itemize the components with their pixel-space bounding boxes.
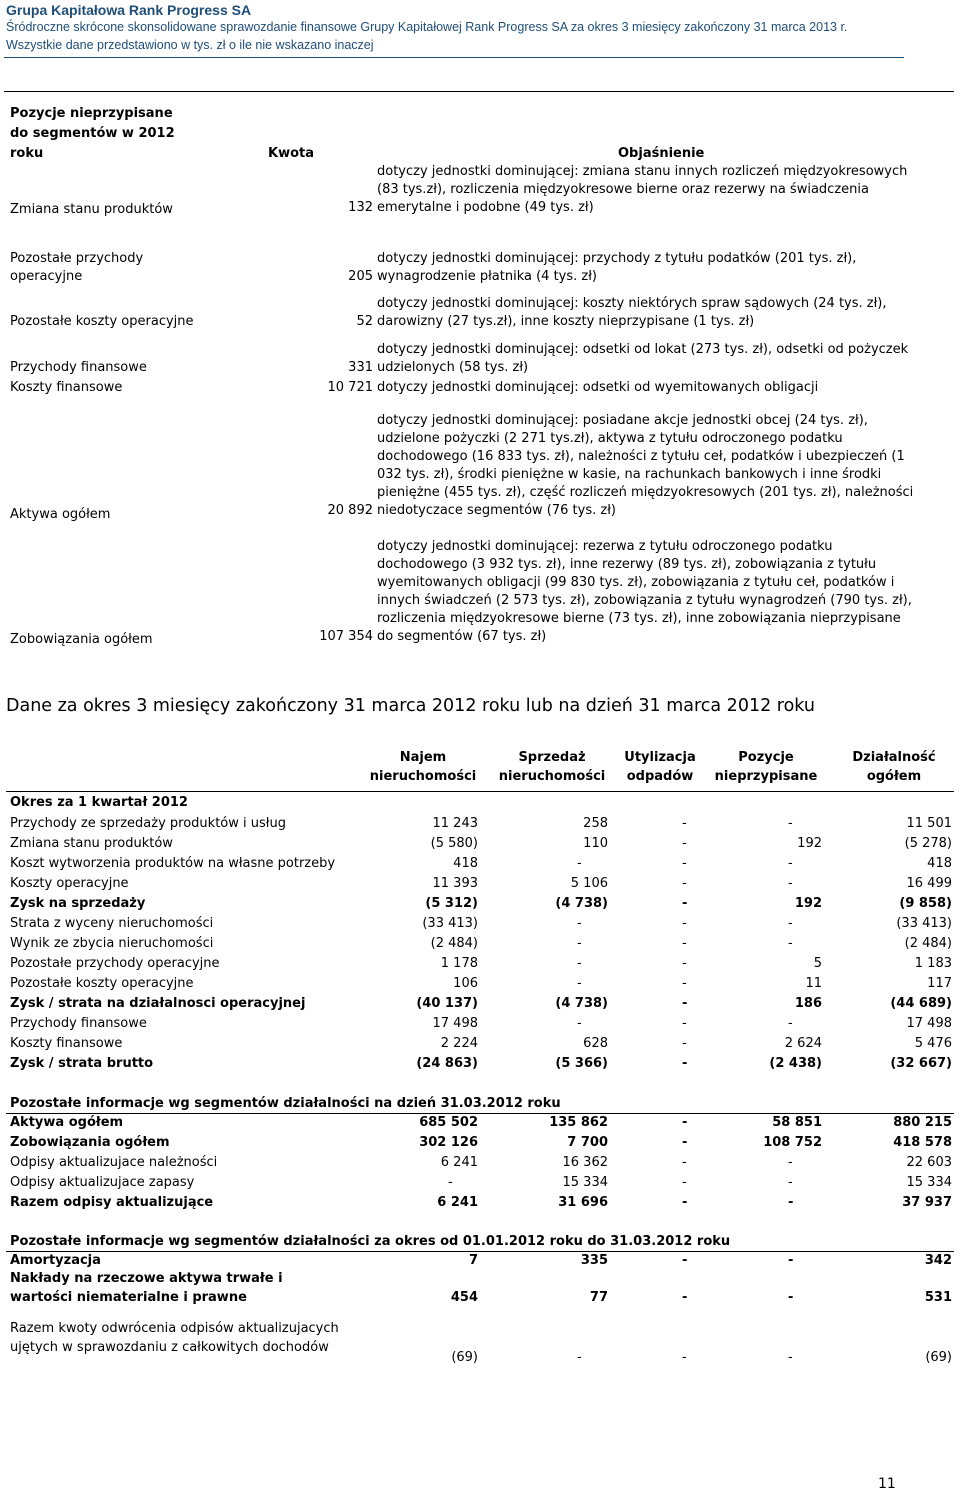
cell-value: - [788, 1253, 794, 1268]
cell-value: 11 [805, 976, 822, 991]
row-explanation-line: wynagrodzenie płatnika (4 tys. zł) [377, 269, 598, 284]
page-number: 11 [878, 1476, 896, 1492]
cell-value: - [577, 976, 582, 991]
cell-value: (69) [451, 1350, 478, 1365]
cell-value: 135 862 [549, 1115, 608, 1130]
row-explanation-line: rozliczenia międzyokresowe bierne (73 tys. zł), inne zobowiązania nieprzypisane [377, 611, 901, 626]
row-label: Pozostałe przychody [10, 251, 144, 266]
cell-value: - [577, 856, 582, 871]
row-label: Przychody finansowe [10, 360, 147, 375]
cell-value: - [682, 1155, 687, 1170]
cell-value: - [682, 916, 687, 931]
cell-value: (5 580) [430, 836, 478, 851]
cell-value: 5 106 [570, 876, 608, 891]
row-label: Koszty operacyjne [10, 876, 129, 891]
cell-value: 16 362 [562, 1155, 608, 1170]
row-label: Zmiana stanu produktów [10, 836, 173, 851]
row-amount: 10 721 [327, 380, 373, 395]
row-label: Zysk na sprzedaży [10, 896, 146, 911]
cell-value: - [788, 1350, 793, 1365]
cell-value: - [682, 856, 687, 871]
row-label: Koszt wytworzenia produktów na własne potrzeby [10, 856, 336, 871]
cell-value: 628 [583, 1036, 608, 1051]
cell-value: - [682, 1056, 688, 1071]
column-header: nieprzypisane [714, 769, 818, 784]
row-label: Zmiana stanu produktów [10, 202, 173, 217]
row-amount: 132 [348, 200, 373, 215]
cell-value: - [788, 876, 793, 891]
other-period-title: Pozostałe informacje wg segmentów działalności za okres od 01.01.2012 roku do 31.03.2012 roku [10, 1234, 731, 1249]
row-amount: 107 354 [319, 629, 373, 644]
cell-value: 1 183 [914, 956, 952, 971]
cell-value: 77 [589, 1290, 608, 1305]
cell-value: 186 [794, 996, 822, 1011]
cell-value: 11 393 [432, 876, 478, 891]
cell-value: (9 858) [899, 896, 952, 911]
row-label: Pozostałe przychody operacyjne [10, 956, 220, 971]
cell-value: - [577, 956, 582, 971]
cell-value: - [682, 976, 687, 991]
row-label: Zysk / strata brutto [10, 1056, 154, 1071]
cell-value: 117 [927, 976, 952, 991]
row-label: Koszty finansowe [10, 380, 123, 395]
cell-value: - [577, 916, 582, 931]
cell-value: - [682, 1135, 688, 1150]
cell-value: - [577, 936, 582, 951]
cell-value: 2 224 [440, 1036, 478, 1051]
row-amount: 52 [356, 314, 373, 329]
cell-value: - [788, 1016, 793, 1031]
units-note: Wszystkie dane przedstawiono w tys. zł o ile nie wskazano inaczej [6, 38, 374, 52]
cell-value: 7 [468, 1253, 478, 1268]
cell-value: 15 334 [906, 1175, 952, 1190]
cell-value: 2 624 [784, 1036, 822, 1051]
row-label: ujętych w sprawozdaniu z całkowitych dochodów [10, 1340, 329, 1355]
cell-value: 106 [453, 976, 478, 991]
cell-value: - [788, 1195, 794, 1210]
cell-value: 22 603 [906, 1155, 952, 1170]
table-top-rule [4, 91, 954, 92]
amount-header: Kwota [268, 146, 315, 161]
cell-value: 454 [450, 1290, 478, 1305]
row-label: Strata z wyceny nieruchomości [10, 916, 214, 931]
row-explanation-line: innych świadczeń (2 573 tys. zł), zobowiązania z tytułu wynagrodzeń (790 tys. zł), [377, 593, 912, 608]
row-explanation-line: dochodowego (3 932 tys. zł), inne rezerwy (89 tys. zł), zobowiązania z tytułu [377, 557, 877, 572]
row-label: Aktywa ogółem [10, 507, 111, 522]
cell-value: 58 851 [772, 1115, 822, 1130]
column-header: nieruchomości [498, 769, 606, 784]
cell-value: 6 241 [437, 1195, 478, 1210]
cell-value: 17 498 [432, 1016, 478, 1031]
row-label: Zobowiązania ogółem [10, 632, 153, 647]
cell-value: - [788, 936, 793, 951]
cell-value: - [682, 1016, 687, 1031]
cell-value: - [682, 1350, 687, 1365]
cell-value: 342 [924, 1253, 952, 1268]
cell-value: 258 [583, 816, 608, 831]
cell-value: 11 501 [906, 816, 952, 831]
cell-value: - [788, 916, 793, 931]
other-at-date-title: Pozostałe informacje wg segmentów działalności na dzień 31.03.2012 roku [10, 1096, 561, 1111]
report-title: Śródroczne skrócone skonsolidowane sprawozdanie finansowe Grupy Kapitałowej Rank Progress SA za okres 3 miesięcy zakończony 31 marca 2013 r. [6, 20, 848, 34]
cell-value: - [682, 936, 687, 951]
row-explanation-line: dotyczy jednostki dominującej: przychody z tytułu podatków (201 tys. zł), [377, 251, 857, 266]
header-rule [4, 57, 904, 58]
section-title: Dane za okres 3 miesięcy zakończony 31 marca 2012 roku lub na dzień 31 marca 2012 roku [6, 696, 815, 716]
cell-value: - [682, 836, 687, 851]
cell-value: (32 667) [890, 1056, 952, 1071]
cell-value: - [682, 996, 688, 1011]
column-header: Utylizacja [624, 750, 696, 765]
cell-value: 418 [453, 856, 478, 871]
cell-value: (2 438) [769, 1056, 822, 1071]
row-label: Razem kwoty odwrócenia odpisów aktualizujacych [10, 1321, 339, 1336]
cell-value: 16 499 [906, 876, 952, 891]
cell-value: - [682, 1195, 688, 1210]
row-label: operacyjne [10, 269, 83, 284]
row-label: Zobowiązania ogółem [10, 1135, 170, 1150]
cell-value: 192 [794, 896, 822, 911]
row-explanation-line: dotyczy jednostki dominującej: rezerwa z tytułu odroczonego podatku [377, 539, 833, 554]
cell-value: (5 366) [555, 1056, 608, 1071]
unallocated-title-line: roku [10, 146, 44, 161]
cell-value: 335 [580, 1253, 608, 1268]
column-header: Najem [399, 750, 447, 765]
row-explanation-line: dotyczy jednostki dominującej: odsetki od lokat (273 tys. zł), odsetki od pożyczek [377, 342, 909, 357]
row-explanation-line: darowizny (27 tys.zł), inne koszty nieprzypisane (1 tys. zł) [377, 314, 755, 329]
row-label: wartości niematerialne i prawne [10, 1290, 247, 1305]
row-explanation-line: 032 tys. zł), środki pieniężne w kasie, na rachunkach bankowych i inne środki [377, 467, 882, 482]
row-label: Wynik ze zbycia nieruchomości [10, 936, 214, 951]
cell-value: (5 278) [904, 836, 952, 851]
row-label: Aktywa ogółem [10, 1115, 124, 1130]
explanation-header: Objaśnienie [618, 146, 705, 161]
period-label: Okres za 1 kwartał 2012 [10, 795, 188, 810]
row-amount: 205 [348, 269, 373, 284]
column-header: nieruchomości [369, 769, 477, 784]
row-explanation-line: dotyczy jednostki dominującej: zmiana stanu innych rozliczeń międzyokresowych [377, 164, 908, 179]
cell-value: - [682, 816, 687, 831]
cell-value: (33 413) [422, 916, 478, 931]
row-explanation-line: dochodowego (16 833 tys. zł), należności z tytułu ceł, podatków i ubezpieczeń (1 [377, 449, 905, 464]
cell-value: (4 738) [555, 996, 608, 1011]
cell-value: - [577, 1350, 582, 1365]
cell-value: - [788, 1175, 793, 1190]
row-explanation-line: udzielone pożyczki (2 271 tys.zł), aktywa z tytułu odroczonego podatku [377, 431, 843, 446]
cell-value: - [682, 1175, 687, 1190]
cell-value: - [682, 1290, 688, 1305]
cell-value: 531 [924, 1290, 952, 1305]
cell-value: - [682, 1253, 688, 1268]
cell-value: (40 137) [416, 996, 478, 1011]
cell-value: - [682, 876, 687, 891]
cell-value: - [788, 856, 793, 871]
cell-value: 302 126 [419, 1135, 478, 1150]
cell-value: 110 [583, 836, 608, 851]
row-label: Pozostałe koszty operacyjne [10, 976, 194, 991]
cell-value: - [788, 1155, 793, 1170]
row-label: Przychody ze sprzedaży produktów i usług [10, 816, 286, 831]
cell-value: 6 241 [440, 1155, 478, 1170]
row-explanation-line: dotyczy jednostki dominującej: koszty niektórych spraw sądowych (24 tys. zł), [377, 296, 887, 311]
cell-value: 108 752 [763, 1135, 822, 1150]
row-label: Nakłady na rzeczowe aktywa trwałe i [10, 1271, 283, 1286]
row-amount: 331 [348, 360, 373, 375]
header-underline [6, 791, 954, 792]
row-explanation-line: do segmentów (67 tys. zł) [377, 629, 547, 644]
cell-value: 685 502 [419, 1115, 478, 1130]
row-explanation-line: dotyczy jednostki dominującej: odsetki od wyemitowanych obligacji [377, 380, 819, 395]
cell-value: 5 476 [914, 1036, 952, 1051]
row-explanation-line: emerytalne i podobne (49 tys. zł) [377, 200, 594, 215]
cell-value: 192 [797, 836, 822, 851]
cell-value: (44 689) [890, 996, 952, 1011]
row-explanation-line: pieniężne (455 tys. zł), część rozliczeń międzyokresowych (201 tys. zł), należności [377, 485, 914, 500]
cell-value: - [682, 896, 688, 911]
cell-value: (33 413) [896, 916, 952, 931]
column-header: odpadów [626, 769, 694, 784]
row-amount: 20 892 [327, 503, 373, 518]
cell-value: - [682, 1115, 688, 1130]
cell-value: - [682, 1036, 687, 1051]
row-label: Przychody finansowe [10, 1016, 147, 1031]
cell-value: 418 578 [893, 1135, 952, 1150]
cell-value: (4 738) [555, 896, 608, 911]
unallocated-title-line: Pozycje nieprzypisane [10, 106, 173, 121]
cell-value: 11 243 [432, 816, 478, 831]
cell-value: (2 484) [430, 936, 478, 951]
cell-value: - [448, 1175, 453, 1190]
row-label: Odpisy aktualizujace należności [10, 1155, 218, 1170]
cell-value: (69) [925, 1350, 952, 1365]
cell-value: 5 [813, 956, 822, 971]
cell-value: 37 937 [902, 1195, 952, 1210]
row-explanation-line: dotyczy jednostki dominującej: posiadane akcje jednostki obcej (24 tys. zł), [377, 413, 868, 428]
row-explanation-line: niedotyczace segmentów (76 tys. zł) [377, 503, 616, 518]
row-label: Amortyzacja [10, 1253, 101, 1268]
section-underline [6, 1251, 954, 1252]
cell-value: (2 484) [904, 936, 952, 951]
company-name: Grupa Kapitałowa Rank Progress SA [6, 2, 252, 18]
cell-value: 880 215 [893, 1115, 952, 1130]
row-label: Pozostałe koszty operacyjne [10, 314, 194, 329]
cell-value: 15 334 [562, 1175, 608, 1190]
row-label: Koszty finansowe [10, 1036, 123, 1051]
column-header: Sprzedaż [518, 750, 586, 765]
row-explanation-line: udzielonych (58 tys. zł) [377, 360, 529, 375]
unallocated-title-line: do segmentów w 2012 [10, 126, 175, 141]
cell-value: 17 498 [906, 1016, 952, 1031]
cell-value: 1 178 [440, 956, 478, 971]
section-underline [6, 1113, 954, 1114]
cell-value: - [788, 1290, 794, 1305]
cell-value: 7 700 [567, 1135, 608, 1150]
cell-value: - [577, 1016, 582, 1031]
row-label: Razem odpisy aktualizujące [10, 1195, 214, 1210]
cell-value: (24 863) [416, 1056, 478, 1071]
column-header: Działalność [852, 750, 936, 765]
row-explanation-line: (83 tys.zł), rozliczenia międzyokresowe bierne oraz rezerwy na świadczenia [377, 182, 869, 197]
cell-value: 418 [927, 856, 952, 871]
row-label: Zysk / strata na działalnosci operacyjnej [10, 996, 306, 1011]
cell-value: - [682, 956, 687, 971]
column-header: Pozycje [738, 750, 794, 765]
cell-value: 31 696 [558, 1195, 608, 1210]
column-header: ogółem [866, 769, 922, 784]
row-label: Odpisy aktualizujace zapasy [10, 1175, 195, 1190]
row-explanation-line: wyemitowanych obligacji (99 830 tys. zł), zobowiązania z tytułu ceł, podatków i [377, 575, 895, 590]
cell-value: - [788, 816, 793, 831]
cell-value: (5 312) [425, 896, 478, 911]
